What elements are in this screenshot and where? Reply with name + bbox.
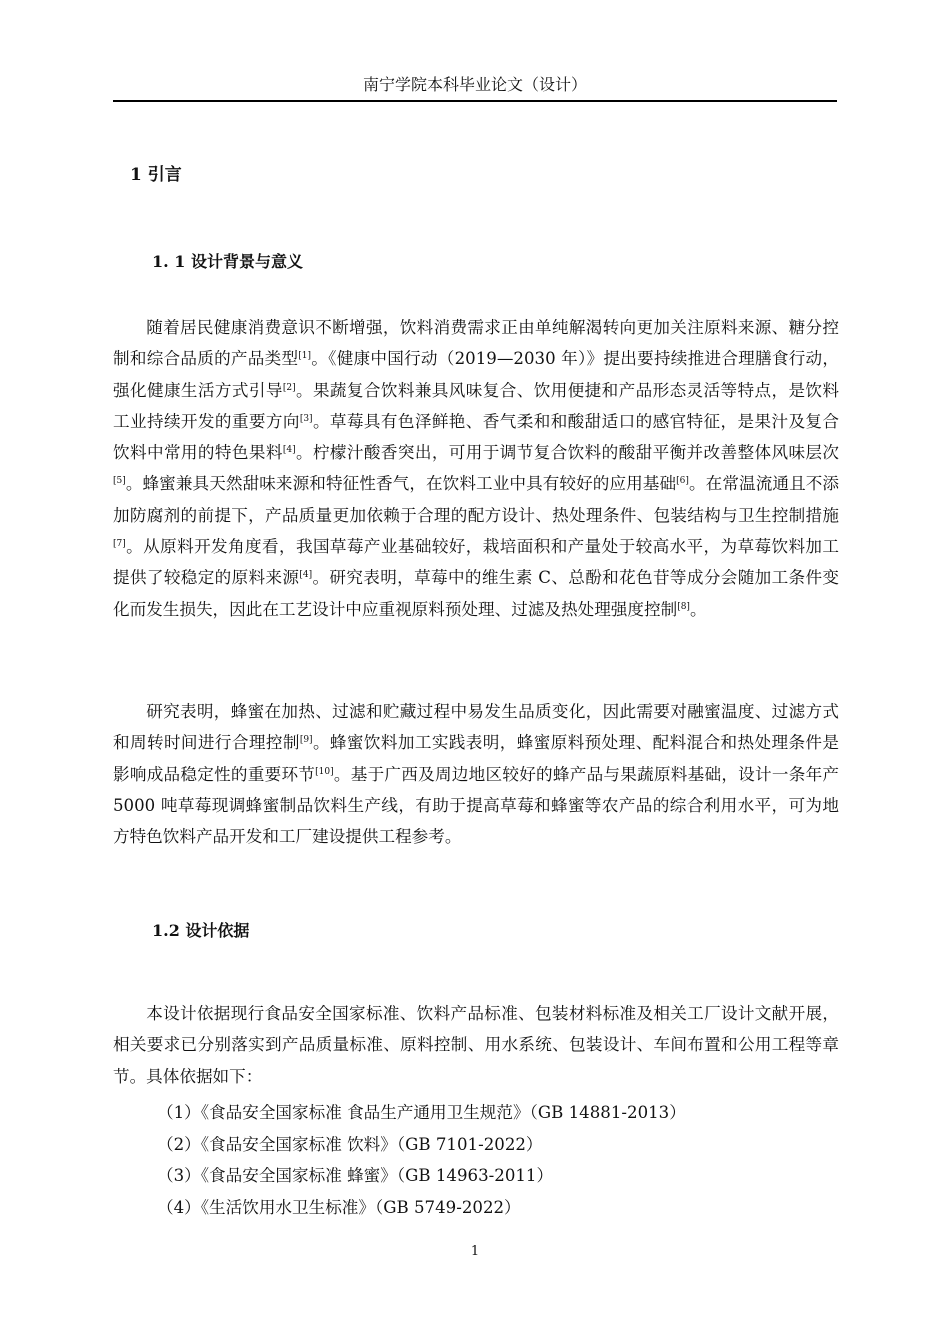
- citation-marker: [7]: [113, 539, 126, 550]
- section-1-1-paragraph-2: 研究表明，蜂蜜在加热、过滤和贮藏过程中易发生品质变化，因此需要对融蜜温度、过滤方式和周转时间进行合理控制[9]。蜂蜜饮料加工实践表明，蜂蜜原料预处理、配料混合和热处理条件是影响成品稳定性的重要环节[10]。基于广西及周边地区较好的蜂产品与果蔬原料基础，设计一条年产 5000 吨草莓现调蜂蜜制品饮料生产线，有助于提高草莓和蜂蜜等农产品的综合利用水平，可为地方特色饮料产品开发和工厂建设提供工程参考。: [113, 702, 840, 847]
- citation-marker: [1]: [298, 351, 312, 362]
- running-header: 南宁学院本科毕业论文（设计）: [362, 75, 587, 94]
- section-1-1-heading: 1. 1 设计背景与意义: [152, 252, 303, 271]
- section-1-2-heading: 1.2 设计依据: [152, 921, 250, 940]
- citation-marker: [9]: [299, 735, 313, 746]
- citation-marker: [6]: [676, 476, 689, 487]
- citation-marker: [3]: [299, 413, 313, 424]
- citation-marker: [5]: [113, 476, 126, 487]
- standard-item: （3）《食品安全国家标准 蜂蜜》（GB 14963-2011）: [157, 1166, 554, 1185]
- page-number: 1: [470, 1244, 480, 1259]
- citation-marker: [4]: [282, 445, 296, 456]
- standard-item: （4）《生活饮用水卫生标准》（GB 5749-2022）: [157, 1197, 521, 1217]
- citation-marker: [4]: [299, 570, 313, 581]
- standard-item: （2）《食品安全国家标准 饮料》（GB 7101-2022）: [157, 1134, 543, 1154]
- section-1-1-paragraph-1: 随着居民健康消费意识不断增强，饮料消费需求正由单纯解渴转向更加关注原料来源、糖分控制和综合品质的产品类型[1]。《健康中国行动（2019—2030 年）》提出要持续推进合理膳食行动，强化健康生活方式引导[2]。果蔬复合饮料兼具风味复合、饮用便捷和产品形态灵活等特点，是饮料工业持续开发的重要方向[3]。草莓具有色泽鲜艳、香气柔和和酸甜适口的感官特征，是果汁及复合饮料中常用的特色果料[4]。柠檬汁酸香突出，可用于调节复合饮料的酸甜平衡并改善整体风味层次[5]。蜂蜜兼具天然甜味来源和特征性香气，在饮料工业中具有较好的应用基础[6]。在常温流通且不添加防腐剂的前提下，产品质量更加依赖于合理的配方设计、热处理条件、包装结构与卫生控制措施[7]。从原料开发角度看，我国草莓产业基础较好，栽培面积和产量处于较高水平，为草莓饮料加工提供了较稳定的原料来源[4]。研究表明，草莓中的维生素 C、总酚和花色苷等成分会随加工条件变化而发生损失，因此在工艺设计中应重视原料预处理、过滤及热处理强度控制[8]。: [113, 318, 840, 619]
- standards-list: [157, 1097, 686, 1223]
- citation-marker: [8]: [677, 601, 690, 612]
- citation-marker: [2]: [282, 382, 296, 393]
- citation-marker: [10]: [315, 766, 334, 777]
- standard-item: （1）《食品安全国家标准 食品生产通用卫生规范》（GB 14881-2013）: [157, 1103, 686, 1122]
- section-1-2-paragraph: 本设计依据现行食品安全国家标准、饮料产品标准、包装材料标准及相关工厂设计文献开展，相关要求已分别落实到产品质量标准、原料控制、用水系统、包装设计、车间布置和公用工程等章节。具体依据如下：: [113, 1004, 839, 1086]
- section-1-heading: 1 引言: [130, 165, 182, 185]
- header-rule: [113, 100, 837, 102]
